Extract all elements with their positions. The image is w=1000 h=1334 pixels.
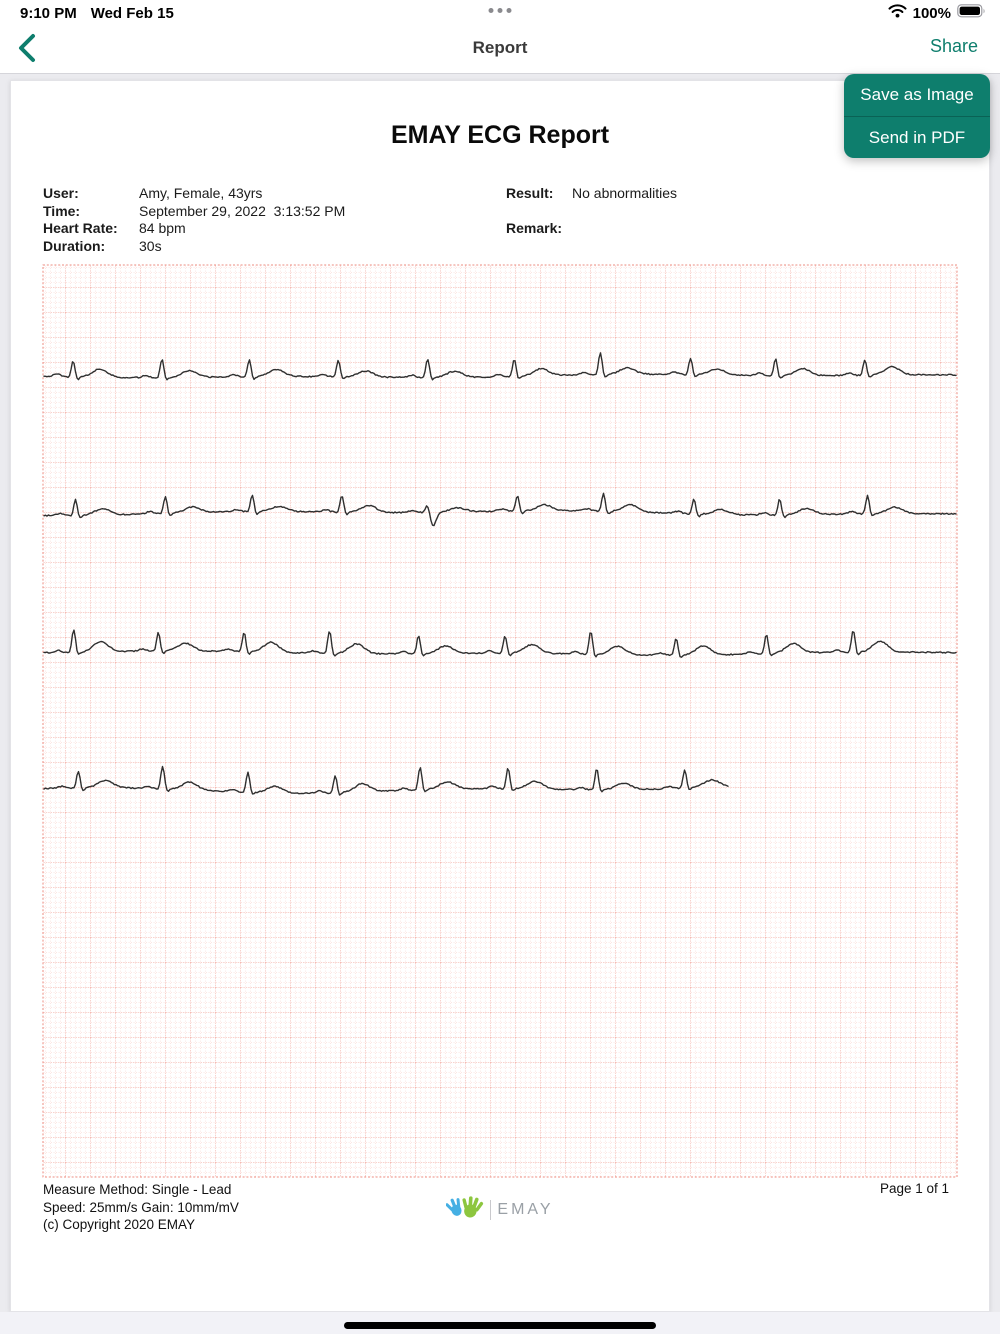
heart-rate-value: 84 bpm — [139, 220, 186, 236]
measure-method-line: Measure Method: Single - Lead — [43, 1182, 232, 1197]
wifi-icon — [888, 4, 907, 22]
page-title: Report — [472, 38, 528, 57]
header-bar — [0, 0, 1000, 74]
patient-info-left — [43, 185, 345, 255]
menu-item-save-as-image[interactable]: Save as Image — [860, 85, 974, 104]
duration-value: 30s — [139, 237, 162, 254]
emay-hands-icon — [446, 1193, 484, 1226]
report-page — [10, 80, 990, 1312]
copyright-line: (c) Copyright 2020 EMAY — [43, 1217, 196, 1232]
duration-label: Duration: — [43, 237, 106, 254]
page-number: Page 1 of 1 — [879, 1181, 949, 1196]
time-value: September 29, 2022 3:13:52 PM — [139, 202, 346, 219]
ecg-grid — [41, 263, 959, 1179]
result-row — [506, 185, 677, 203]
user-row — [43, 185, 345, 203]
patient-info-right — [506, 185, 677, 238]
emay-logo-text: EMAY — [497, 1200, 554, 1218]
home-indicator[interactable] — [344, 1322, 656, 1329]
date-label: Wed Feb 15 — [90, 5, 174, 22]
status-bar-left — [20, 5, 174, 22]
battery-icon — [957, 4, 986, 22]
share-button[interactable]: Share — [929, 36, 978, 56]
multitask-ellipsis-icon[interactable] — [489, 8, 512, 13]
home-strip — [0, 1312, 1000, 1334]
result-value: No abnormalities — [572, 185, 678, 201]
result-label: Result: — [506, 185, 554, 201]
user-label: User: — [43, 185, 79, 201]
heart-rate-label: Heart Rate: — [43, 220, 118, 236]
heart-rate-row — [43, 220, 345, 238]
logo-divider — [490, 1200, 491, 1220]
battery-percent-label: 100% — [912, 4, 951, 22]
time-label: Time: — [43, 202, 81, 219]
speed-gain-line: Speed: 25mm/s Gain: 10mm/mV — [43, 1199, 239, 1215]
emay-logo — [11, 1193, 989, 1226]
user-value: Amy, Female, 43yrs — [139, 185, 263, 201]
clock-label: 9:10 PM — [20, 5, 77, 22]
time-row — [43, 203, 345, 221]
duration-row — [43, 238, 345, 256]
status-bar-right — [888, 4, 986, 22]
menu-item-send-in-pdf[interactable]: Send in PDF — [844, 116, 990, 158]
share-menu — [844, 74, 990, 158]
remark-row — [506, 220, 677, 238]
report-title: EMAY ECG Report — [390, 121, 610, 149]
remark-label: Remark: — [506, 220, 563, 236]
